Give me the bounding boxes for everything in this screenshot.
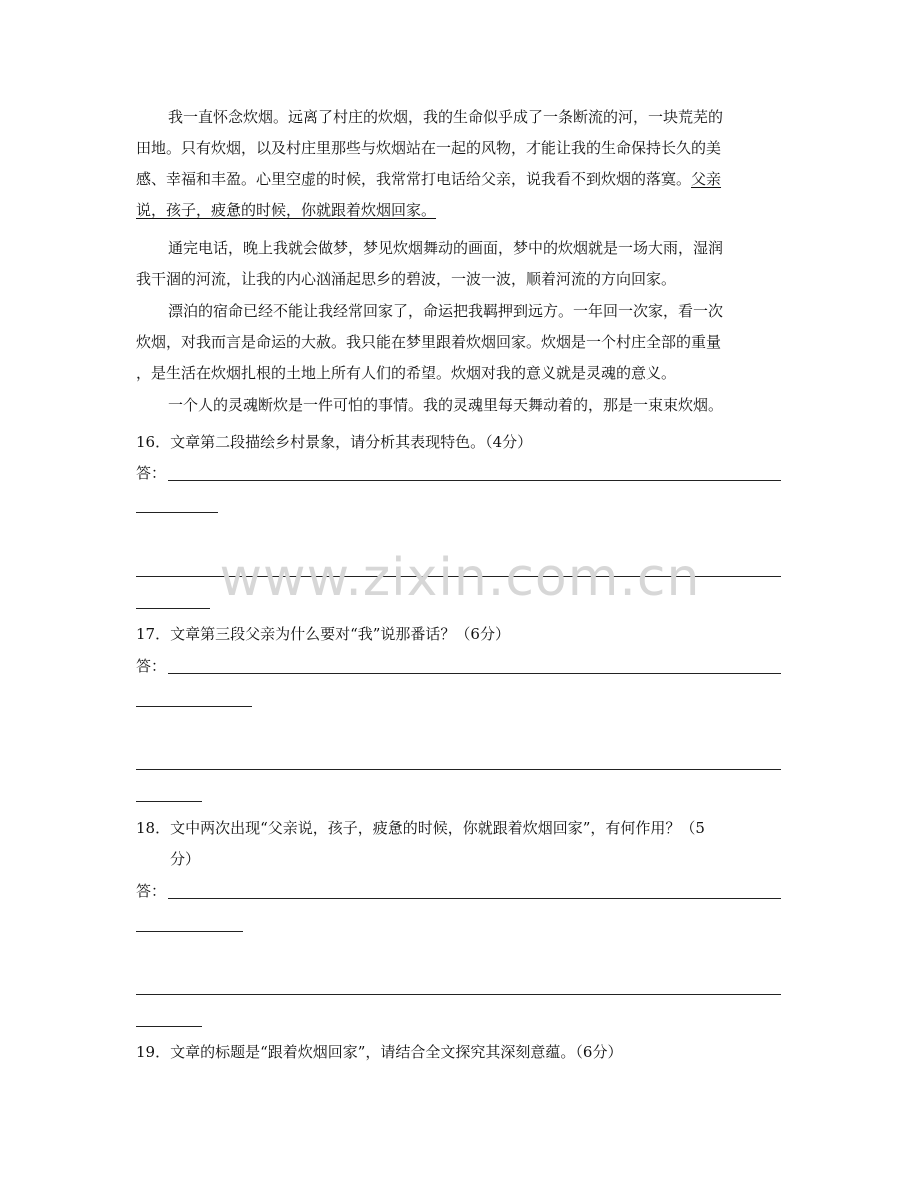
answer-line-16a[interactable] [168,480,781,481]
underlined-quote-start: 父亲 [691,170,722,188]
answer-line-17a[interactable] [168,673,781,674]
passage-line: 漂泊的宿命已经不能让我经常回家了，命运把我羁押到远方。一年回一次家，看一次 [168,302,724,320]
question-17: 17．文章第三段父亲为什么要对“我”说那番话？（6分） [136,625,510,643]
answer-line-16b[interactable] [136,512,218,513]
answer-line-18a[interactable] [168,898,781,899]
passage-line: 感、幸福和丰盈。心里空虚的时候，我常常打电话给父亲，说我看不到炊烟的落寞。父亲 [136,170,722,188]
answer-label-17: 答： [136,657,167,675]
passage-paragraph-3 [136,296,782,389]
passage-paragraph-2 [136,233,782,295]
passage-line: 通完电话，晚上我就会做梦，梦见炊烟舞动的画面，梦中的炊烟就是一场大雨，湿润 [168,239,724,257]
answer-line-17b[interactable] [136,706,252,707]
answer-line-18c[interactable] [136,994,781,995]
passage-paragraph-4 [136,390,782,421]
watermark: www.zixin.com.cn [219,548,701,608]
passage-line [136,195,782,226]
question-18-line-2: 分） [170,850,201,868]
answer-line-16d[interactable] [136,608,210,609]
answer-line-17c[interactable] [136,769,781,770]
passage-line: 一个人的灵魂断炊是一件可怕的事情。我的灵魂里每天舞动着的，那是一束束炊烟。 [168,396,724,414]
answer-line-18b[interactable] [136,931,243,932]
passage-line: 我干涸的河流，让我的内心汹涌起思乡的碧波，一波一波，顺着河流的方向回家。 [136,270,677,288]
passage-line: ，是生活在炊烟扎根的土地上所有人们的希望。炊烟对我的意义就是灵魂的意义。 [136,364,677,382]
passage-line: 炊烟，对我而言是命运的大赦。我只能在梦里跟着炊烟回家。炊烟是一个村庄全部的重量 [136,333,722,351]
passage-paragraph-1 [136,102,782,226]
underlined-quote: 说，孩子，疲惫的时候，你就跟着炊烟回家。 [136,201,437,219]
question-16: 16．文章第二段描绘乡村景象，请分析其表现特色。（4分） [136,433,533,451]
answer-label-16: 答： [136,464,167,482]
question-19: 19．文章的标题是“跟着炊烟回家”，请结合全文探究其深刻意蕴。（6分） [136,1043,623,1061]
passage-line: 我一直怀念炊烟。远离了村庄的炊烟，我的生命似乎成了一条断流的河，一块荒芜的 [168,108,724,126]
question-18 [136,813,782,875]
answer-label-18: 答： [136,882,167,900]
passage-line: 田地。只有炊烟，以及村庄里那些与炊烟站在一起的风物，才能让我的生命保持长久的美 [136,139,722,157]
answer-line-18d[interactable] [136,1026,202,1027]
answer-line-16c[interactable] [136,576,781,577]
answer-line-17d[interactable] [136,801,202,802]
question-18-line-1: 18．文中两次出现“父亲说，孩子，疲惫的时候，你就跟着炊烟回家”，有何作用？（5 [136,819,705,837]
